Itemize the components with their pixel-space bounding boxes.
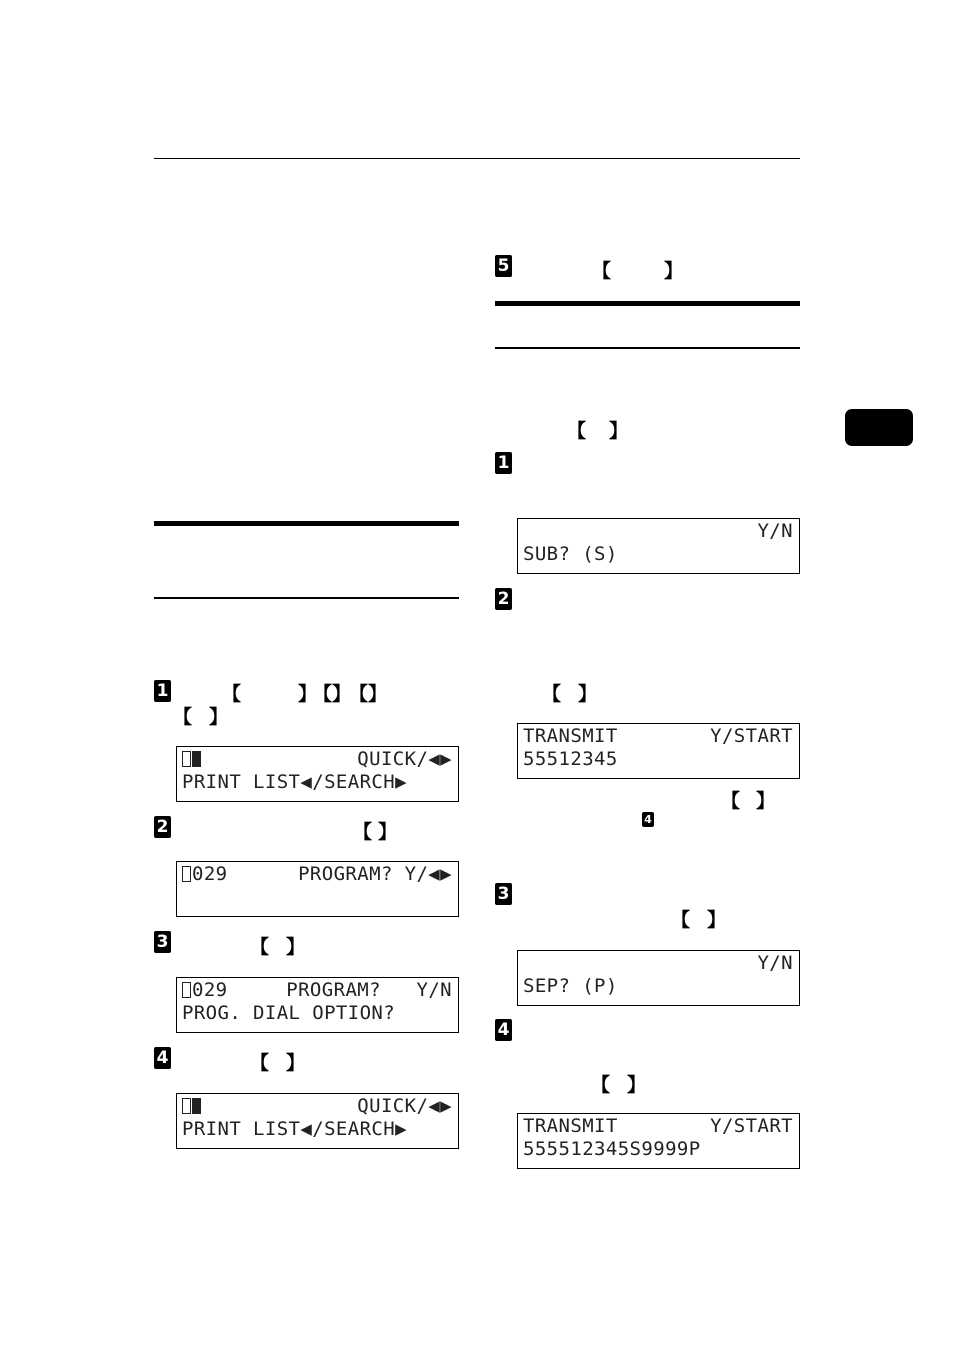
cursor-block-icon — [192, 751, 201, 767]
key-bracket-open: 【 — [250, 1052, 270, 1074]
step-number-3: 3 — [154, 931, 171, 953]
chapter-tab — [845, 409, 913, 446]
lcd-display — [176, 861, 459, 917]
key-bracket-close: 】 — [707, 909, 727, 931]
step-number-4: 4 — [154, 1047, 171, 1069]
key-bracket-close: 】 — [664, 260, 684, 282]
lcd-row2: PROG. DIAL OPTION? — [182, 1002, 396, 1024]
lcd-status-icons — [182, 748, 201, 770]
step-number-1: 1 — [154, 680, 171, 702]
lcd-row2: 555512345S9999P — [523, 1138, 701, 1160]
lcd-status-icons — [182, 1095, 201, 1117]
lcd-row2: SEP? (P) — [523, 975, 618, 997]
lcd-row2: PRINT LIST◀/SEARCH▶ — [182, 771, 407, 793]
key-bracket-close: 】 — [332, 683, 352, 705]
lcd-display — [176, 1093, 459, 1149]
lcd-row1-right: Y/N — [757, 952, 793, 974]
step-reference-icon: 4 — [642, 812, 654, 827]
lcd-display — [517, 1113, 800, 1169]
key-bracket-close: 】 — [756, 790, 776, 812]
step-number-4: 4 — [495, 1019, 512, 1041]
lcd-row1-right: Y/START — [710, 725, 793, 747]
header-rule — [154, 158, 800, 159]
key-bracket-open: 【 — [353, 821, 373, 843]
lcd-display — [517, 950, 800, 1006]
key-bracket-close: 】 — [286, 1052, 306, 1074]
cursor-block-icon — [192, 1098, 201, 1114]
key-bracket-open: 【 — [567, 420, 587, 442]
key-bracket-close: 】 — [209, 706, 229, 728]
key-bracket-close: 】 — [378, 821, 398, 843]
key-bracket-close: 】 — [627, 1074, 647, 1096]
lcd-row1-left: TRANSMIT — [523, 1115, 618, 1137]
lcd-display — [517, 723, 800, 779]
step-number-3: 3 — [495, 883, 512, 905]
memory-icon — [182, 982, 191, 998]
key-bracket-open: 【 — [671, 909, 691, 931]
key-bracket-open: 【 — [222, 683, 242, 705]
lcd-display — [517, 518, 800, 574]
key-bracket-close: 】 — [286, 936, 306, 958]
memory-icon — [182, 751, 191, 767]
step-number-1: 1 — [495, 452, 512, 474]
lcd-row1-left: 029 — [182, 979, 228, 1001]
lcd-display — [176, 977, 459, 1033]
memory-icon — [182, 1098, 191, 1114]
lcd-row1-right: Y/N — [757, 520, 793, 542]
lcd-row1-right: Y/START — [710, 1115, 793, 1137]
lcd-row2: 55512345 — [523, 748, 618, 770]
key-bracket-open: 【 — [313, 683, 333, 705]
memory-icon — [182, 866, 191, 882]
key-bracket-open: 【 — [721, 790, 741, 812]
section-rule-thick-right — [495, 301, 800, 306]
step-number-5: 5 — [495, 255, 512, 277]
lcd-row2: PRINT LIST◀/SEARCH▶ — [182, 1118, 407, 1140]
key-bracket-close: 】 — [368, 683, 388, 705]
lcd-row1-right: PROGRAM? Y/◀▶ — [298, 863, 452, 885]
lcd-row1-right: QUICK/◀▶ — [357, 748, 452, 770]
key-bracket-open: 【 — [542, 683, 562, 705]
key-bracket-open: 【 — [349, 683, 369, 705]
lcd-row1-left: TRANSMIT — [523, 725, 618, 747]
key-bracket-open: 【 — [591, 1074, 611, 1096]
section-rule-thin-right — [495, 347, 800, 349]
section-rule-thick-left — [154, 521, 459, 526]
lcd-row1-right: QUICK/◀▶ — [357, 1095, 452, 1117]
lcd-row1-right: PROGRAM? Y/N — [286, 979, 452, 1001]
key-bracket-close: 】 — [609, 420, 629, 442]
key-bracket-open: 【 — [250, 936, 270, 958]
section-rule-thin-left — [154, 597, 459, 599]
key-bracket-close: 】 — [578, 683, 598, 705]
lcd-row2: SUB? (S) — [523, 543, 618, 565]
key-bracket-close: 】 — [298, 683, 318, 705]
key-bracket-open: 【 — [173, 706, 193, 728]
step-number-2: 2 — [154, 816, 171, 838]
lcd-display — [176, 746, 459, 802]
key-bracket-open: 【 — [592, 260, 612, 282]
step-number-2: 2 — [495, 588, 512, 610]
lcd-row1-left: 029 — [182, 863, 228, 885]
